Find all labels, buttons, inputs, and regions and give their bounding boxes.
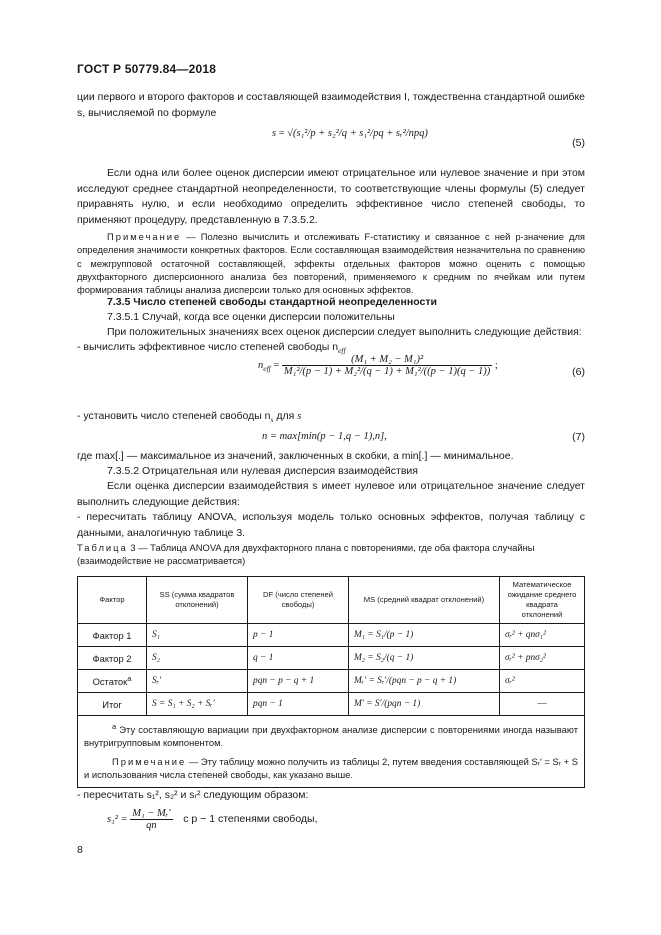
formula-7: n = max[min(p − 1,q − 1),n], [262, 431, 387, 442]
note-text: — Полезно вычислить и отслеживать F-статистику и связанное с ней p-значение для определения значимости конкретных факторов. Если составляющая взаимодействия незначительна по сравнению с межгрупповой остаточной составляющей, эффекты отдельных факторов можно оценить с помощью двухфакторного дисперсионного анализа без повторений, применяемого к средним по ячейкам или путем формирования таблицы анализа дисперсии только для основных эффектов. [77, 231, 585, 296]
paragraph-compute-neff: - вычислить эффективное число степеней свободы $n_{eff}$ [77, 341, 346, 356]
header-ss: SS (сумма квадратов отклонений) [147, 577, 248, 624]
paragraph-continuation: ции первого и второго факторов и составляющей взаимодействия I, тождественна стандартной ошибке s, вычисляемой по формуле [77, 91, 585, 119]
header-ms: MS (средний квадрат отклонений) [349, 577, 500, 624]
anova-table [77, 576, 585, 788]
formula-6: $n_{eff}$ = $\frac{\text{(M₁ + M₂ − M₁)²}}{\text{M₁²/(p − 1) + M₂²/(q − 1) + M₁²/((p − 1)(q − 1))}}$ ; [258, 354, 498, 377]
header-df: DF (число степеней свободы) [248, 577, 349, 624]
formula-6-numerator: (M₁ + M₂ − M₁)² [282, 354, 492, 366]
header-factor: Фактор [78, 577, 147, 624]
table-footnote: $^a$ Эту составляющую вариации при двухфакторном анализе дисперсии с повторениями иногда называют внутригрупповым компонентом. [84, 722, 578, 749]
table-caption-text: 3 — Таблица ANOVA для двухфакторного плана с повторениями, где оба фактора случайны (взаимодействие не рассматривается) [77, 542, 535, 566]
formula-6-denominator: M₁²/(p − 1) + M₂²/(q − 1) + M₁²/((p − 1)(q − 1)) [283, 366, 491, 377]
paragraph-recompute-anova: - пересчитать таблицу ANOVA, используя модель только основных эффектов, получая таблицу с данными, аналогичную таблице 3. [77, 511, 585, 539]
subsection-7-3-5-1: 7.3.5.1 Случай, когда все оценки дисперсии положительны [107, 311, 395, 323]
paragraph-positive-values: При положительных значениях всех оценок дисперсии следует выполнить следующие действия: [107, 326, 582, 338]
formula-5-number: (5) [572, 137, 585, 149]
formula-8: s₁² = $\frac{\text{M₁ − Mᵣ′}}{qn}$ с p − 1 степенями свободы, [107, 808, 318, 831]
table-row: Итог S = S₁ + S₂ + Sᵣ′ pqn − 1 M′ = S′/(pqn − 1) — [78, 693, 585, 716]
paragraph-interaction-variance: Если оценка дисперсии взаимодействия s имеет нулевое или отрицательное значение следует выполнить следующие действия: [77, 480, 585, 508]
formula-5: s = √(s₁²/p + s₂²/q + s₁²/pq + sᵣ²/npq) [272, 128, 428, 139]
table-header-row [78, 577, 585, 624]
subsection-7-3-5-2: 7.3.5.2 Отрицательная или нулевая дисперсия взаимодействия [107, 465, 418, 477]
note-label: Примечание [107, 231, 182, 242]
table-label: Таблица [77, 542, 128, 553]
table-footnote-row [78, 716, 585, 788]
formula-7-number: (7) [572, 431, 585, 443]
formula-6-fraction [282, 354, 492, 377]
table-row: Фактор 2 S₂ q − 1 M₂ = S₂/(q − 1) σᵣ² + pnσ₂² [78, 647, 585, 670]
formula-6-number: (6) [572, 366, 585, 378]
table-caption [77, 541, 585, 567]
table-row: Остаток$^a$ Sᵣ′ pqn − p − q + 1 Mᵣ′ = Sᵣ′/(pqn − p − q + 1) σᵣ² [78, 670, 585, 693]
formula-5-lhs: s [272, 128, 277, 139]
paragraph-set-ns: - установить число степеней свободы $n_s$ для s [77, 410, 302, 425]
paragraph-recompute-variances: - пересчитать s₁², s₂² и sᵣ² следующим образом: [77, 789, 309, 801]
section-title-7-3-5: 7.3.5 Число степеней свободы стандартной неопределенности [107, 296, 437, 308]
table-row: Фактор 1 S₁ p − 1 M₁ = S₁/(p − 1) σᵣ² + qnσ₁² [78, 624, 585, 647]
paragraph-max-min: где max[.] — максимальное из значений, заключенных в скобки, а min[.] — минимальное. [77, 450, 514, 462]
formula-5-rhs: √(s₁²/p + s₂²/q + s₁²/pq + sᵣ²/npq) [287, 128, 428, 139]
document-header: ГОСТ Р 50779.84—2018 [77, 62, 217, 76]
note-f-statistic [77, 230, 585, 296]
paragraph-negative-variance: Если одна или более оценок дисперсии имеют отрицательное или нулевое значение и при этом исследуют среднее стандартной неопределенности, то соответствующие члены формулы (5) следует приравнять нулю, и если необходимо определить эффективное число степеней свободы, то применяют процедуру, представленную в 7.3.5.2. [77, 167, 585, 226]
header-expected-ms: Математическое ожидание среднего квадрата отклонений [500, 577, 585, 624]
page-number: 8 [77, 844, 83, 856]
residual-footnote-mark: a [127, 674, 132, 684]
table-note: Примечание — Эту таблицу можно получить из таблицы 2, путем введения составляющей Sᵣ′ = Sᵣ + S и использования числа степеней свободы, как указано выше. [84, 756, 578, 781]
formula-6-lhs: n [258, 359, 264, 371]
